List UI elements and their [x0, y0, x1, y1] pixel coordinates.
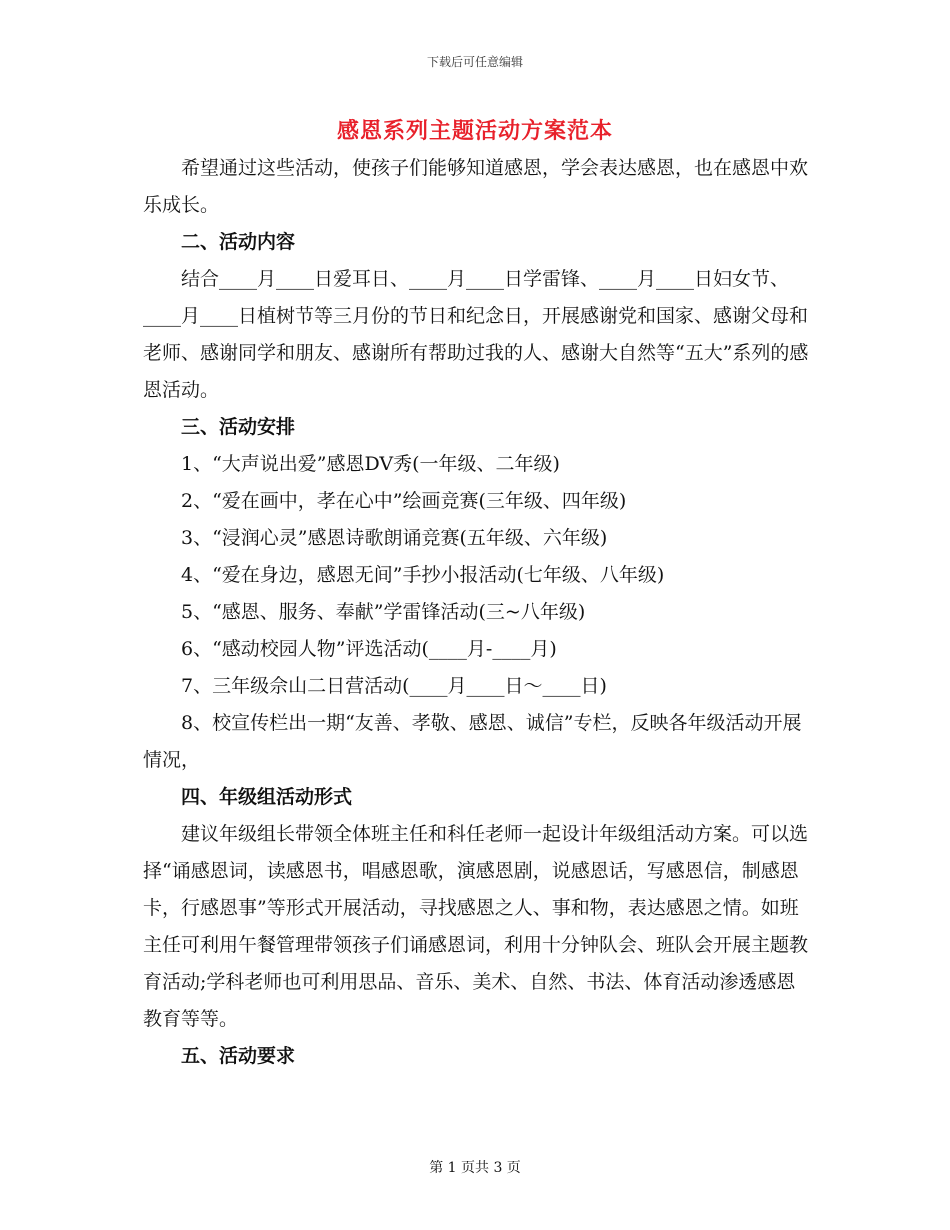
page-footer: 第 1 页共 3 页 [429, 1160, 521, 1176]
list-item: 5、“感恩、服务、奉献”学雷锋活动(三~八年级) [181, 601, 586, 623]
header-note: 下载后可任意编辑 [426, 55, 523, 69]
list-item: 7、三年级佘山二日营活动(____月____日～____日) [181, 675, 607, 697]
list-item: 6、“感动校园人物”评选活动(____月-____月) [181, 638, 557, 660]
section-heading: 三、活动安排 [181, 416, 296, 438]
list-item: 3、“浸润心灵”感恩诗歌朗诵竞赛(五年级、六年级) [181, 527, 608, 549]
section-paragraph: 建议年级组长带领全体班主任和科任老师一起设计年级组活动方案。可以选择“诵感恩词，读感恩书，唱感恩歌，演感恩剧，说感恩话，写感恩信，制感恩卡，行感恩事”等形式开展活动，寻找感恩之人、事和物，表达感恩之情。如班主任可利用午餐管理带领孩子们诵感恩词，利用十分钟队会、班队会开展主题教育活动;学科老师也可利用思品、音乐、美术、自然、书法、体育活动渗透感恩教育等等。 [143, 823, 809, 1030]
list-item: 4、“爱在身边，感恩无间”手抄小报活动(七年级、八年级) [181, 564, 665, 586]
intro-paragraph: 希望通过这些活动，使孩子们能够知道感恩，学会表达感恩，也在感恩中欢乐成长。 [143, 157, 809, 216]
section-heading: 五、活动要求 [181, 1045, 296, 1067]
section-heading: 四、年级组活动形式 [181, 786, 353, 808]
list-item: 2、“爱在画中，孝在心中”绘画竞赛(三年级、四年级) [181, 490, 627, 512]
section-paragraph: 结合____月____日爱耳日、____月____日学雷锋、____月____日妇女节、____月____日植树节等三月份的节日和纪念日，开展感谢党和国家、感谢父母和老师、感谢同学和朋友、感谢所有帮助过我的人、感谢大自然等“五大”系列的感恩活动。 [143, 268, 809, 401]
document-title: 感恩系列主题活动方案范本 [336, 118, 613, 144]
section-heading: 二、活动内容 [181, 231, 296, 253]
list-item: 1、“大声说出爱”感恩DV秀(一年级、二年级) [181, 453, 560, 475]
list-item: 8、校宣传栏出一期“友善、孝敬、感恩、诚信”专栏，反映各年级活动开展情况， [143, 712, 802, 771]
document-body [143, 150, 813, 1075]
